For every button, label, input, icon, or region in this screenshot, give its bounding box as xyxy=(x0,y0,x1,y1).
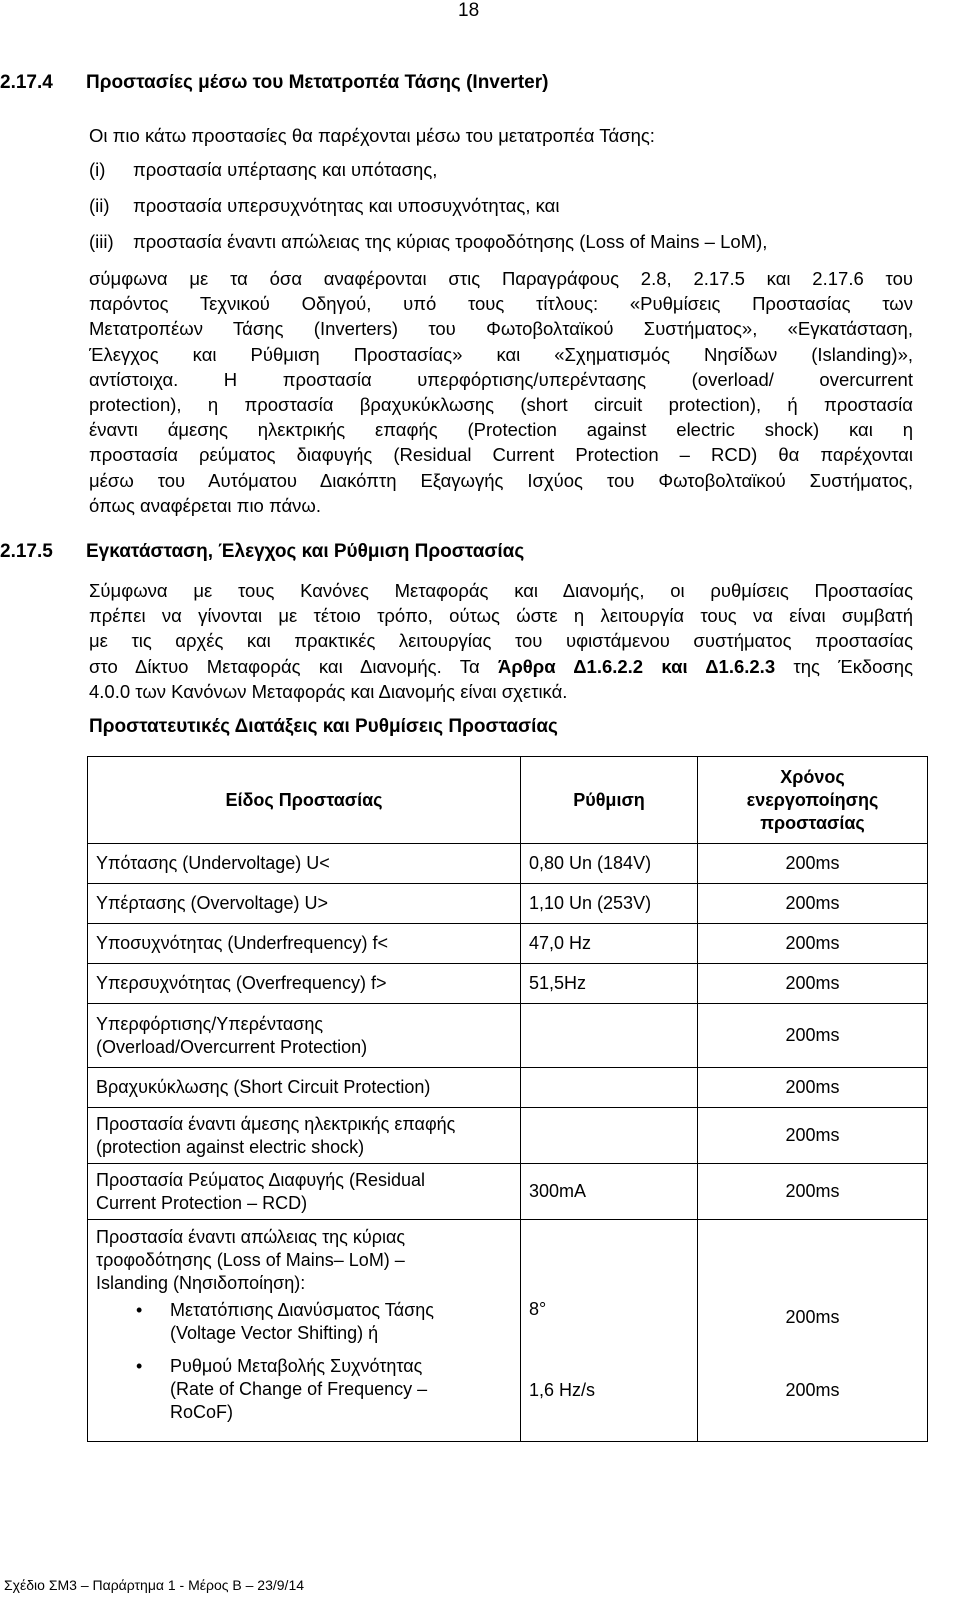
section-2-17-5-body xyxy=(89,578,913,704)
cell-type-line: Προστασία έναντι άμεσης ηλεκτρικής επαφής xyxy=(96,1113,456,1134)
body-line: παρόντος Τεχνικού Οδηγού, υπό τους τίτλους: «Ρυθμίσεις Προστασίας των xyxy=(89,293,913,315)
cell-type xyxy=(88,1164,521,1220)
footer-text: Σχέδιο ΣΜ3 – Παράρτημα 1 - Μέρος Β – 23/9/14 xyxy=(4,1577,305,1593)
cell-setting: 47,0 Hz xyxy=(521,924,698,964)
cell-time: 200ms xyxy=(698,1004,928,1068)
body-line: με τις αρχές και πρακτικές λειτουργίας του υφιστάμενου συστήματος προστασίας xyxy=(89,630,913,652)
cell-setting: 1,10 Un (253V) xyxy=(521,884,698,924)
cell-type: Υπέρτασης (Overvoltage) U> xyxy=(88,884,521,924)
cell-type-line: (Overload/Overcurrent Protection) xyxy=(96,1036,368,1057)
cell-time xyxy=(698,1220,928,1442)
cell-type xyxy=(88,1220,521,1442)
cell-time: 200ms xyxy=(698,844,928,884)
cell-type-line: (protection against electric shock) xyxy=(96,1136,365,1157)
cell-setting xyxy=(521,1108,698,1164)
body-line: Μετατροπέων Τάσης (Inverters) του Φωτοβολταϊκού Συστήματος», «Εγκατάσταση, xyxy=(89,318,913,340)
cell-type: Υπερσυχνότητας (Overfrequency) f> xyxy=(88,964,521,1004)
list-item xyxy=(89,229,767,255)
cell-type-line: Current Protection – RCD) xyxy=(96,1192,308,1213)
cell-time: 200ms xyxy=(698,1068,928,1108)
lom-sub-item xyxy=(96,1355,512,1424)
section-2-17-4-body xyxy=(89,266,913,518)
table-header-row xyxy=(88,757,928,844)
table-row xyxy=(88,964,928,1004)
body-line: μέσω του Αυτόματου Διακόπτη Εξαγωγής Ισχύος του Φωτοβολταϊκού Συστήματος, xyxy=(89,469,913,491)
lom-sub-list xyxy=(96,1299,512,1424)
body-line: προστασία ρεύματος διαφυγής (Residual Current Protection – RCD) θα παρέχονται xyxy=(89,444,913,466)
cell-setting xyxy=(521,1004,698,1068)
lom-sub-item-line: RoCoF) xyxy=(170,1402,234,1422)
body-line: όπως αναφέρεται πιο πάνω. xyxy=(89,494,322,516)
section-number: 2.17.4 xyxy=(0,72,53,93)
articles-reference: Άρθρα Δ1.6.2.2 και Δ1.6.2.3 xyxy=(497,655,776,677)
body-line xyxy=(89,654,913,679)
list-item xyxy=(89,193,559,219)
cell-setting xyxy=(521,1068,698,1108)
body-line: 4.0.0 των Κανόνων Μεταφοράς και Διανομής είναι σχετικά. xyxy=(89,680,568,702)
lom-sub-item-line: (Voltage Vector Shifting) ή xyxy=(170,1323,379,1343)
cell-type-line: Προστασία Ρεύματος Διαφυγής (Residual xyxy=(96,1169,426,1190)
body-line: πρέπει να γίνονται με τέτοιο τρόπο, ούτως ώστε η λειτουργία τους να είναι συμβατή xyxy=(89,605,913,627)
lom-sub-item-line: (Rate of Change of Frequency – xyxy=(170,1379,428,1399)
section-number: 2.17.5 xyxy=(0,541,53,562)
table-row xyxy=(88,924,928,964)
section-title-text: Προστασίες μέσω του Μετατροπέα Τάσης (Inverter) xyxy=(86,72,549,93)
cell-time: 200ms xyxy=(698,884,928,924)
cell-setting: 300mA xyxy=(521,1164,698,1220)
table-row xyxy=(88,1068,928,1108)
cell-time: 200ms xyxy=(698,924,928,964)
list-item xyxy=(89,157,437,183)
cell-type-line: τροφοδότησης (Loss of Mains– LoM) – xyxy=(96,1250,405,1270)
body-line: αντίστοιχα. Η προστασία υπερφόρτισης/υπερέντασης (overload/ overcurrent xyxy=(89,368,913,390)
cell-time: 200ms xyxy=(698,1164,928,1220)
body-line: σύμφωνα με τα όσα αναφέρονται στις Παραγράφους 2.8, 2.17.5 και 2.17.6 του xyxy=(89,268,913,289)
lom-sub-item xyxy=(96,1299,512,1345)
list-item-text: προστασία υπέρτασης και υπότασης, xyxy=(133,159,438,180)
table-row xyxy=(88,844,928,884)
page-number: 18 xyxy=(458,0,480,21)
lom-sub-item-line: • Ρυθμού Μεταβολής Συχνότητας xyxy=(170,1356,423,1376)
list-item-text: προστασία έναντι απώλειας της κύριας τροφοδότησης (Loss of Mains – LoM), xyxy=(133,231,768,252)
header-activation-time: Χρόνος ενεργοποίησης προστασίας xyxy=(698,757,928,844)
cell-type xyxy=(88,1108,521,1164)
cell-type: Βραχυκύκλωσης (Short Circuit Protection) xyxy=(88,1068,521,1108)
body-text: στο Δίκτυο Μεταφοράς και Διανομής. Τα xyxy=(89,655,498,677)
protection-settings-table xyxy=(87,756,928,1442)
lom-sub-item-line: • Μετατόπισης Διανύσματος Τάσης xyxy=(170,1300,434,1320)
cell-setting xyxy=(521,1220,698,1442)
cell-type xyxy=(88,1004,521,1068)
body-text: της Έκδοσης xyxy=(775,655,913,677)
section-title-text: Εγκατάσταση, Έλεγχος και Ρύθμιση Προστασίας xyxy=(86,541,525,562)
intro-line: Οι πιο κάτω προστασίες θα παρέχονται μέσω του μετατροπέα Τάσης: xyxy=(89,125,655,146)
cell-time: 200ms xyxy=(698,1108,928,1164)
body-line: έναντι άμεσης ηλεκτρικής επαφής (Protection against electric shock) και η xyxy=(89,419,913,441)
cell-type-line: Προστασία έναντι απώλειας της κύριας xyxy=(96,1227,406,1247)
section-2-17-4-title xyxy=(0,72,548,94)
lom-setting-1: 8° xyxy=(529,1299,547,1319)
header-protection-type: Είδος Προστασίας xyxy=(88,757,521,844)
body-line: Έλεγχος και Ρύθμιση Προστασίας» και «Σχηματισμός Νησίδων (Islanding)», xyxy=(89,343,913,365)
cell-type: Υποσυχνότητας (Underfrequency) f< xyxy=(88,924,521,964)
list-marker: (i) xyxy=(89,159,106,180)
list-marker: (ii) xyxy=(89,195,110,216)
table-row xyxy=(88,1164,928,1220)
list-item-text: προστασία υπερσυχνότητας και υποσυχνότητας, και xyxy=(133,195,560,216)
body-line: protection), η προστασία βραχυκύκλωσης (short circuit protection), ή προστασία xyxy=(89,393,913,415)
cell-time: 200ms xyxy=(698,964,928,1004)
cell-type: Υπότασης (Undervoltage) U< xyxy=(88,844,521,884)
table-heading: Προστατευτικές Διατάξεις και Ρυθμίσεις Προστασίας xyxy=(89,716,558,737)
lom-setting-2: 1,6 Hz/s xyxy=(529,1380,596,1400)
list-marker: (iii) xyxy=(89,231,114,252)
lom-time-1: 200ms xyxy=(785,1307,840,1327)
section-2-17-5-title xyxy=(0,541,524,563)
cell-type-line: Islanding (Νησιδοποίηση): xyxy=(96,1273,306,1293)
cell-type-line: Υπερφόρτισης/Υπερέντασης xyxy=(96,1013,324,1034)
header-setting: Ρύθμιση xyxy=(521,757,698,844)
table-row xyxy=(88,884,928,924)
cell-setting: 0,80 Un (184V) xyxy=(521,844,698,884)
table-row xyxy=(88,1108,928,1164)
table-row xyxy=(88,1004,928,1068)
table-row-loss-of-mains xyxy=(88,1220,928,1442)
lom-time-2: 200ms xyxy=(785,1380,840,1400)
cell-setting: 51,5Hz xyxy=(521,964,698,1004)
body-line: Σύμφωνα με τους Κανόνες Μεταφοράς και Διανομής, οι ρυθμίσεις Προστασίας xyxy=(89,580,913,601)
